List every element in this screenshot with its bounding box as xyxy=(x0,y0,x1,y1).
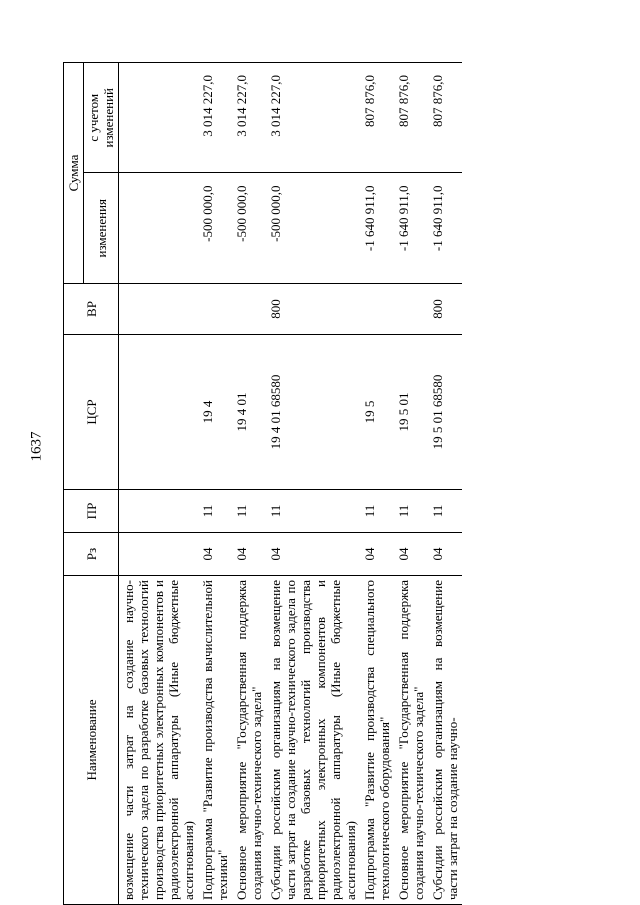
cell-pr: 11 xyxy=(428,490,462,533)
header-name: Наименование xyxy=(64,576,119,905)
cell-vr xyxy=(232,284,266,335)
cell-vr xyxy=(360,284,394,335)
cell-total: 3 014 227,0 xyxy=(232,63,266,174)
cell-name: Подпрограмма "Развитие производства специального технологического оборудования" xyxy=(360,576,394,905)
cell-csr: 19 4 xyxy=(198,335,232,490)
cell-change: -1 640 911,0 xyxy=(360,173,394,284)
cell-csr: 19 4 01 xyxy=(232,335,266,490)
cell-rz xyxy=(119,533,199,576)
budget-table xyxy=(63,62,462,905)
cell-pr: 11 xyxy=(266,490,360,533)
cell-vr xyxy=(198,284,232,335)
cell-rz: 04 xyxy=(198,533,232,576)
cell-total: 807 876,0 xyxy=(360,63,394,174)
table-body xyxy=(119,63,463,905)
cell-total: 807 876,0 xyxy=(394,63,428,174)
table-row xyxy=(198,63,232,905)
cell-name: Подпрограмма "Развитие производства вычислительной техники" xyxy=(198,576,232,905)
cell-rz: 04 xyxy=(428,533,462,576)
cell-pr: 11 xyxy=(360,490,394,533)
rotated-page-content xyxy=(63,62,585,905)
header-with-changes: с учетом изменений xyxy=(84,63,119,174)
header-csr: ЦСР xyxy=(64,335,119,490)
cell-total xyxy=(119,63,199,174)
cell-name: возмещение части затрат на создание научно-технического задела по разработке базовых технологий производства приоритетных электронных компонентов и радиоэлектронной аппаратуры (Иные бюджетные ассигнования) xyxy=(119,576,199,905)
cell-change: -1 640 911,0 xyxy=(428,173,462,284)
cell-csr: 19 5 01 68580 xyxy=(428,335,462,490)
cell-rz: 04 xyxy=(360,533,394,576)
header-sum: Сумма xyxy=(64,63,84,284)
cell-pr: 11 xyxy=(232,490,266,533)
header-pr: ПР xyxy=(64,490,119,533)
cell-change xyxy=(119,173,199,284)
cell-change: -500 000,0 xyxy=(198,173,232,284)
cell-vr: 800 xyxy=(266,284,360,335)
cell-total: 807 876,0 xyxy=(428,63,462,174)
table-row xyxy=(360,63,394,905)
page-number: 1637 xyxy=(28,431,45,462)
table-row xyxy=(119,63,199,905)
cell-csr: 19 4 01 68580 xyxy=(266,335,360,490)
cell-vr: 800 xyxy=(428,284,462,335)
cell-vr xyxy=(119,284,199,335)
cell-csr: 19 5 01 xyxy=(394,335,428,490)
header-changes: изменения xyxy=(84,173,119,284)
cell-pr: 11 xyxy=(394,490,428,533)
table-row xyxy=(266,63,360,905)
cell-name: Основное мероприятие "Государственная поддержка создания научно-технического задела" xyxy=(232,576,266,905)
table-row xyxy=(428,63,462,905)
header-vr: ВР xyxy=(64,284,119,335)
cell-change: -500 000,0 xyxy=(232,173,266,284)
cell-csr: 19 5 xyxy=(360,335,394,490)
cell-change: -1 640 911,0 xyxy=(394,173,428,284)
cell-csr xyxy=(119,335,199,490)
cell-rz: 04 xyxy=(394,533,428,576)
cell-change: -500 000,0 xyxy=(266,173,360,284)
cell-pr xyxy=(119,490,199,533)
table-row xyxy=(232,63,266,905)
cell-name: Основное мероприятие "Государственная поддержка создания научно-технического задела" xyxy=(394,576,428,905)
cell-vr xyxy=(394,284,428,335)
cell-total: 3 014 227,0 xyxy=(198,63,232,174)
cell-rz: 04 xyxy=(266,533,360,576)
header-rz: Рз xyxy=(64,533,119,576)
cell-name: Субсидии российским организациям на возмещение части затрат на создание научно- xyxy=(428,576,462,905)
cell-name: Субсидии российским организациям на возмещение части затрат на создание научно-технического задела по разработке базовых технологий производства приоритетных электронных компонентов и радиоэлектронной аппаратуры (Иные бюджетные ассигнования) xyxy=(266,576,360,905)
table-row xyxy=(394,63,428,905)
cell-total: 3 014 227,0 xyxy=(266,63,360,174)
cell-rz: 04 xyxy=(232,533,266,576)
cell-pr: 11 xyxy=(198,490,232,533)
table-header xyxy=(64,63,119,905)
